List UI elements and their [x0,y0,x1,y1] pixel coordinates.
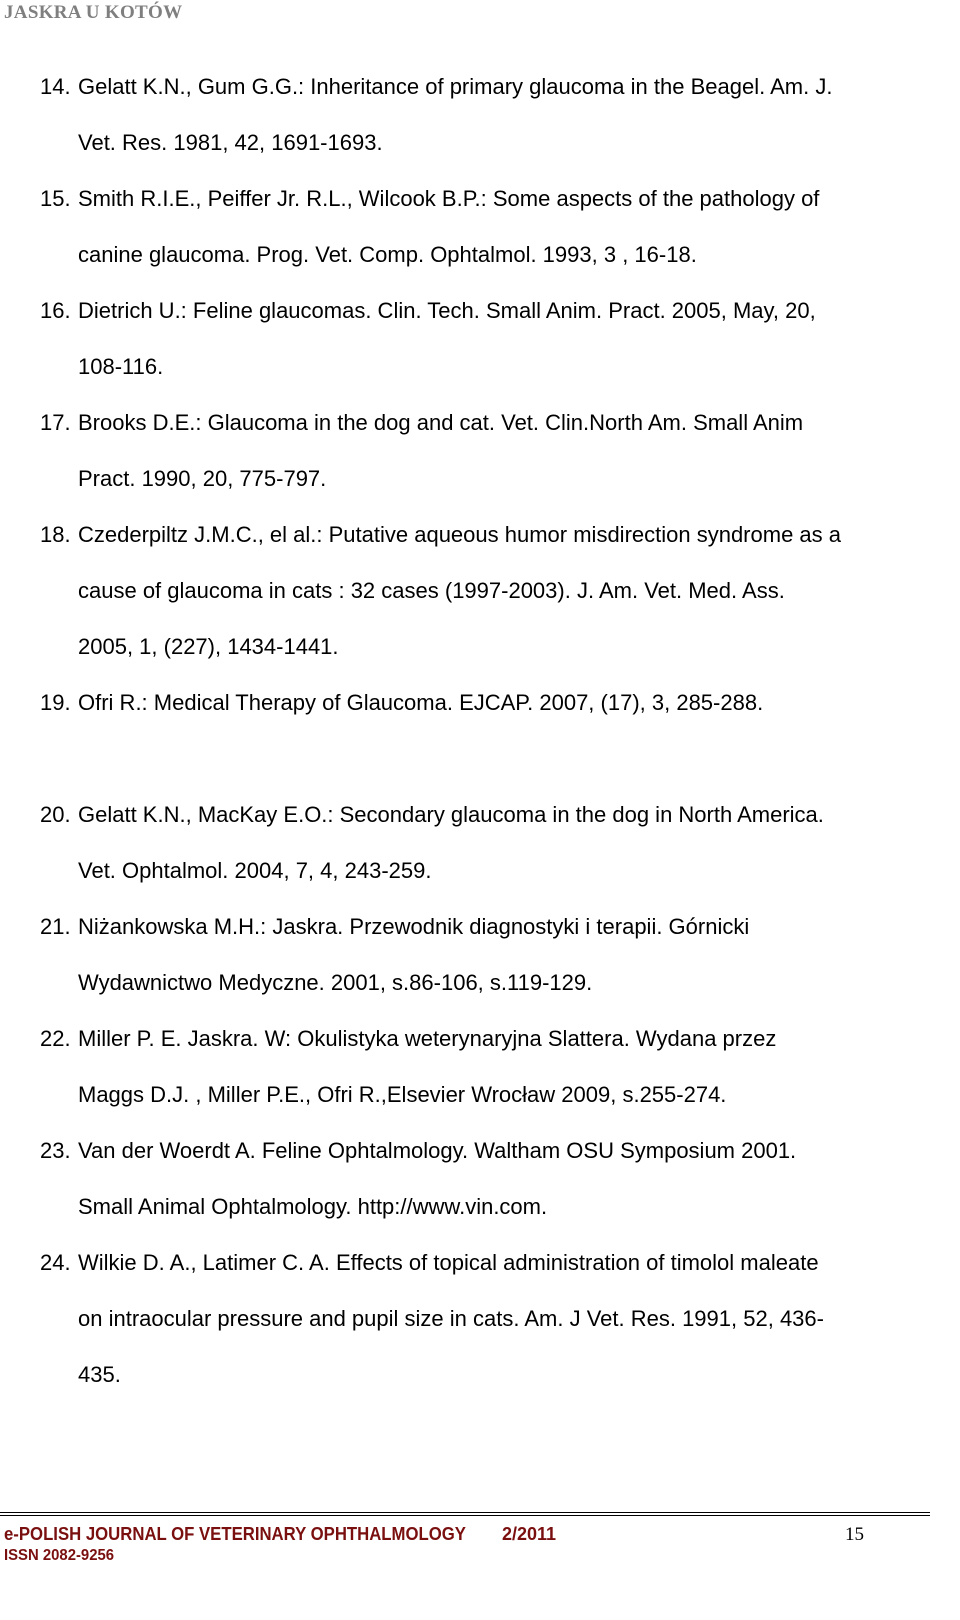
reference-number: 14. [40,74,71,99]
reference-number: 23. [40,1138,71,1163]
reference-text-line: Wilkie D. A., Latimer C. A. Effects of topical administration of timolol maleate [78,1250,819,1275]
reference-text-line: canine glaucoma. Prog. Vet. Comp. Ophtalmol. 1993, 3 , 16-18. [78,242,697,267]
footer-divider-secondary [0,1515,930,1516]
reference-text-line: Vet. Res. 1981, 42, 1691-1693. [78,130,383,155]
reference-text-line: Maggs D.J. , Miller P.E., Ofri R.,Elsevier Wrocław 2009, s.255-274. [78,1082,727,1107]
reference-text-line: 2005, 1, (227), 1434-1441. [78,634,339,659]
footer-issn: ISSN 2082-9256 [4,1547,115,1564]
footer-divider [0,1512,930,1513]
reference-text-line: Small Animal Ophtalmology. http://www.vin.com. [78,1194,548,1219]
reference-text-line: Niżankowska M.H.: Jaskra. Przewodnik diagnostyki i terapii. Górnicki [78,914,750,939]
reference-number: 18. [40,522,71,547]
reference-number: 15. [40,186,71,211]
reference-number: 21. [40,914,71,939]
reference-text-line: Gelatt K.N., Gum G.G.: Inheritance of primary glaucoma in the Beagel. Am. J. [78,74,833,99]
reference-number: 17. [40,410,71,435]
reference-text-line: Dietrich U.: Feline glaucomas. Clin. Tech. Small Anim. Pract. 2005, May, 20, [78,298,816,323]
page-number: 15 [845,1524,864,1545]
reference-text-line: Pract. 1990, 20, 775-797. [78,466,327,491]
reference-text-line: Smith R.I.E., Peiffer Jr. R.L., Wilcook B.P.: Some aspects of the pathology of [78,186,820,211]
reference-text-line: Gelatt K.N., MacKay E.O.: Secondary glaucoma in the dog in North America. [78,802,824,827]
reference-text-line: 108-116. [78,354,164,379]
reference-number: 20. [40,802,71,827]
reference-text-line: Van der Woerdt A. Feline Ophtalmology. Waltham OSU Symposium 2001. [78,1138,797,1163]
reference-number: 24. [40,1250,71,1275]
reference-text-line: Wydawnictwo Medyczne. 2001, s.86-106, s.119-129. [78,970,593,995]
reference-text-line: Czederpiltz J.M.C., el al.: Putative aqueous humor misdirection syndrome as a [78,522,841,547]
reference-text-line: Ofri R.: Medical Therapy of Glaucoma. EJCAP. 2007, (17), 3, 285-288. [78,690,764,715]
footer-issue: 2/2011 [502,1524,557,1544]
reference-text-line: on intraocular pressure and pupil size in cats. Am. J Vet. Res. 1991, 52, 436- [78,1306,824,1331]
running-title: JASKRA U KOTÓW [4,2,183,23]
reference-text-line: Brooks D.E.: Glaucoma in the dog and cat. Vet. Clin.North Am. Small Anim [78,410,804,435]
reference-text-line: cause of glaucoma in cats : 32 cases (1997-2003). J. Am. Vet. Med. Ass. [78,578,785,603]
reference-text-line: Vet. Ophtalmol. 2004, 7, 4, 243-259. [78,858,432,883]
footer-journal-name: e-POLISH JOURNAL OF VETERINARY OPHTHALMOLOGY [4,1524,466,1544]
reference-text-line: Miller P. E. Jaskra. W: Okulistyka weterynaryjna Slattera. Wydana przez [78,1026,777,1051]
reference-text-line: 435. [78,1362,121,1387]
reference-number: 19. [40,690,71,715]
reference-number: 16. [40,298,71,323]
reference-number: 22. [40,1026,71,1051]
